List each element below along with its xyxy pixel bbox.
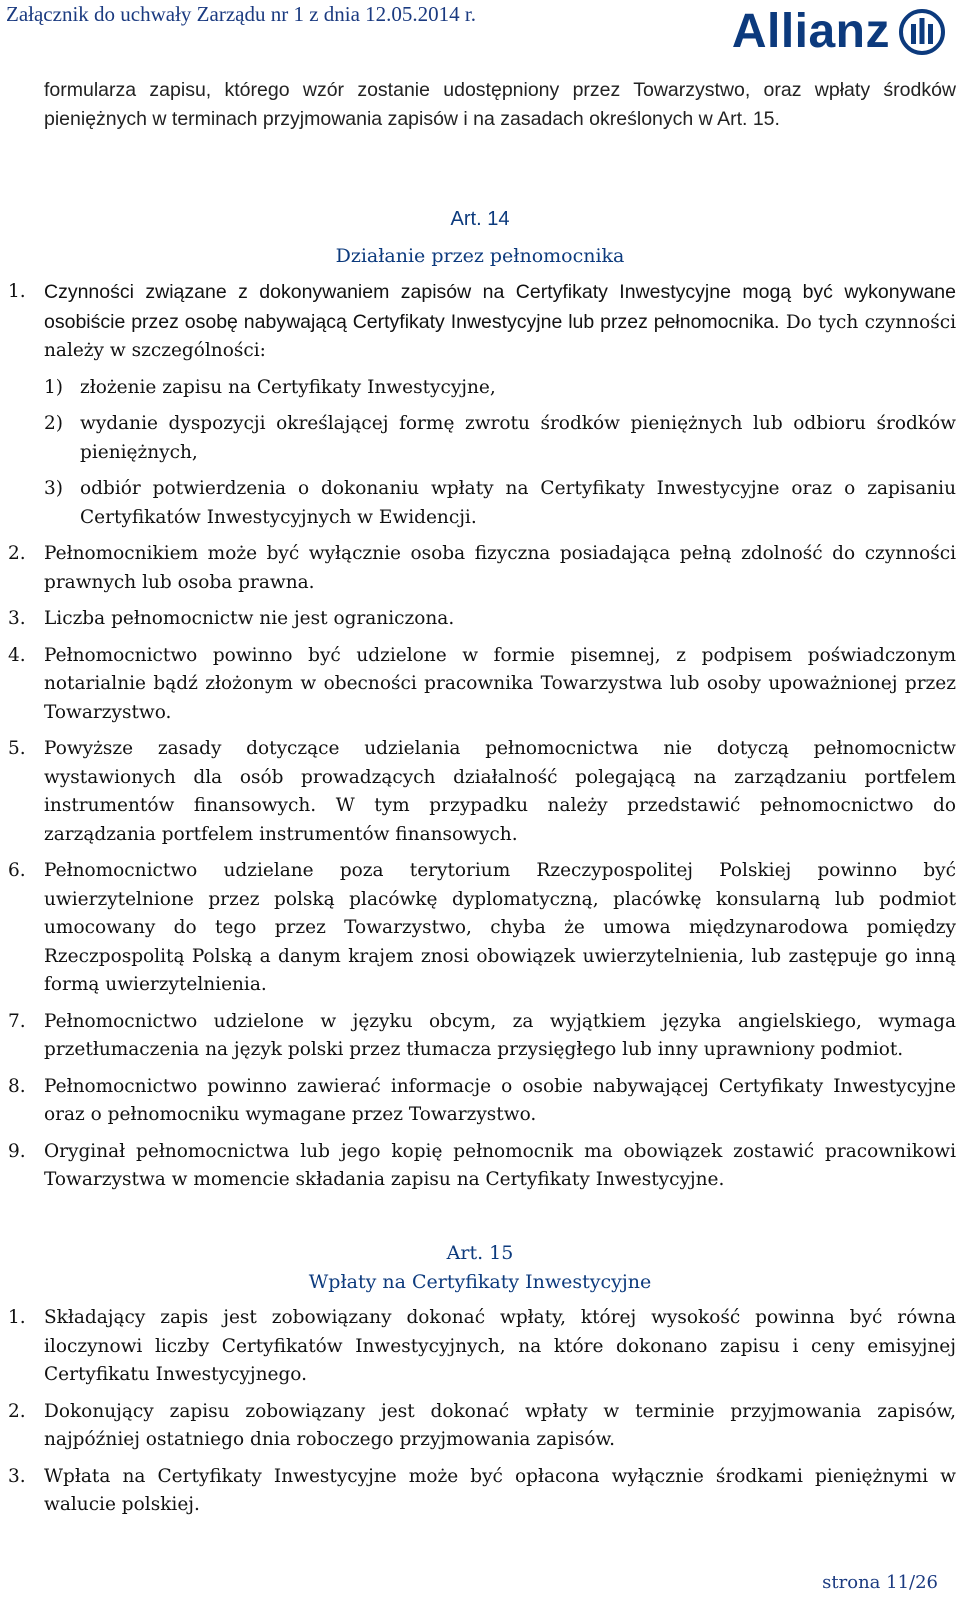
- sub-item: [44, 374, 956, 403]
- sub-item-text: odbiór potwierdzenia o dokonaniu wpłaty na Certyfikaty Inwestycyjne oraz o zapisaniu Certyfikatów Inwestycyjnych w Ewidencji.: [80, 478, 956, 528]
- item-text: Pełnomocnikiem może być wyłącznie osoba fizyczna posiadająca pełną zdolność do czynności prawnych lub osoba prawna.: [44, 543, 956, 593]
- list-item: [0, 1008, 960, 1065]
- list-item: [0, 1463, 960, 1520]
- list-item: [0, 1073, 960, 1130]
- item-text: Pełnomocnictwo udzielane poza terytorium Rzeczypospolitej Polskiej powinno być uwierzytelnione przez polską placówkę dyplomatyczną, placówkę konsularną lub podmiot umocowany do tego przez Towarzystwo, chyba że umowa międzynarodowa pomiędzy Rzeczpospolitą Polską a danym krajem znosi obowiązek uwierzytelnienia, lub zastępuje go inną formą uwierzytelnienia.: [44, 860, 956, 995]
- item-text: Składający zapis jest zobowiązany dokonać wpłaty, której wysokość powinna być równa iloczynowi liczby Certyfikatów Inwestycyjnych, na które dokonano zapisu i ceny emisyjnej Certyfikatu Inwestycyjnego.: [44, 1307, 956, 1385]
- item-number: 1.: [8, 281, 26, 302]
- item-number: 6.: [8, 860, 26, 881]
- sub-item-number: 3): [44, 478, 63, 499]
- header-note: Załącznik do uchwały Zarządu nr 1 z dnia 12.05.2014 r.: [6, 2, 477, 26]
- art15-list: [0, 1304, 960, 1520]
- list-item: [0, 278, 960, 532]
- item-number: 3.: [8, 608, 26, 629]
- list-item: [0, 540, 960, 597]
- list-item: [0, 642, 960, 728]
- item-number: 9.: [8, 1140, 26, 1162]
- logo-text: Allianz: [731, 5, 890, 58]
- item-text: Pełnomocnictwo powinno być udzielone w formie pisemnej, z podpisem poświadczonym notarialnie bądź złożonym w obecności pracownika Towarzystwa lub osoby upoważnionej przez Towarzystwo.: [44, 644, 956, 723]
- sub-item-number: 2): [44, 413, 63, 434]
- item-text: Oryginał pełnomocnictwa lub jego kopię pełnomocnik ma obowiązek zostawić pracownikowi Towarzystwa w momencie składania zapisu na Certyfikaty Inwestycyjne.: [44, 1140, 956, 1190]
- item-number: 3.: [8, 1465, 26, 1487]
- item-text: Powyższe zasady dotyczące udzielania pełnomocnictwa nie dotyczą pełnomocnictw wystawionych dla osób prowadzących działalność polegającą na zarządzaniu portfelem instrumentów finansowych. W tym przypadku należy przedstawić pełnomocnictwo do zarządzania portfelem instrumentów finansowych.: [44, 738, 956, 845]
- list-item: [0, 735, 960, 849]
- list-item: [0, 1138, 960, 1195]
- list-item: [0, 1398, 960, 1455]
- art14-title: Działanie przez pełnomocnika: [335, 245, 625, 267]
- art15-title: Wpłaty na Certyfikaty Inwestycyjne: [308, 1271, 652, 1293]
- item-text: Dokonujący zapisu zobowiązany jest dokonać wpłaty w terminie przyjmowania zapisów, najpóźniej ostatniego dnia roboczego przyjmowania zapisów.: [44, 1400, 956, 1450]
- sub-item-text: wydanie dyspozycji określającej formę zwrotu środków pieniężnych lub odbioru środków pieniężnych,: [80, 413, 956, 463]
- sub-item-number: 1): [44, 376, 63, 398]
- list-item: [0, 1304, 960, 1390]
- item-number: 2.: [8, 1400, 26, 1422]
- list-item: [0, 857, 960, 1000]
- list-item: [0, 605, 960, 634]
- item-number: 4.: [8, 644, 26, 666]
- item-number: 5.: [8, 738, 26, 759]
- item-text: Liczba pełnomocnictw nie jest ograniczona.: [44, 608, 455, 629]
- item-text: Pełnomocnictwo powinno zawierać informacje o osobie nabywającej Certyfikaty Inwestycyjne oraz o pełnomocniku wymagane przez Towarzystwo.: [44, 1075, 956, 1125]
- page-number: strona 11/26: [822, 1572, 938, 1593]
- art14-list: [0, 278, 960, 1195]
- item-number: 7.: [8, 1010, 26, 1032]
- sub-item-text: złożenie zapisu na Certyfikaty Inwestycyjne,: [80, 376, 496, 398]
- art15-number: Art. 15: [446, 1242, 514, 1264]
- item-text-cont: Do tych czynności należy w szczególności:: [44, 311, 956, 361]
- item-number: 8.: [8, 1075, 26, 1097]
- sub-item: [44, 410, 956, 467]
- allianz-logo: [732, 6, 946, 58]
- item-number: 2.: [8, 543, 26, 564]
- sub-item: [44, 475, 956, 532]
- item-text: Pełnomocnictwo udzielone w języku obcym, za wyjątkiem języka angielskiego, wymaga przetłumaczenia na język polski przez tłumacza przysięgłego lub inny uprawniony podmiot.: [44, 1010, 956, 1060]
- intro-paragraph: formularza zapisu, którego wzór zostanie udostępniony przez Towarzystwo, oraz wpłaty środków pieniężnych w terminach przyjmowania zapisów i na zasadach określonych w Art. 15.: [44, 79, 956, 130]
- item-text: Wpłata na Certyfikaty Inwestycyjne może być opłacona wyłącznie środkami pieniężnymi w walucie polskiej.: [44, 1465, 956, 1515]
- item-text: Czynności związane z dokonywaniem zapisów na Certyfikaty Inwestycyjne mogą być wykonywane osobiście przez osobę nabywającą Certyfikaty Inwestycyjne lub przez pełnomocnika.: [44, 281, 956, 333]
- allianz-eagle-icon: [898, 8, 946, 56]
- art14-number: Art. 14: [450, 208, 510, 230]
- item-number: 1.: [8, 1307, 26, 1328]
